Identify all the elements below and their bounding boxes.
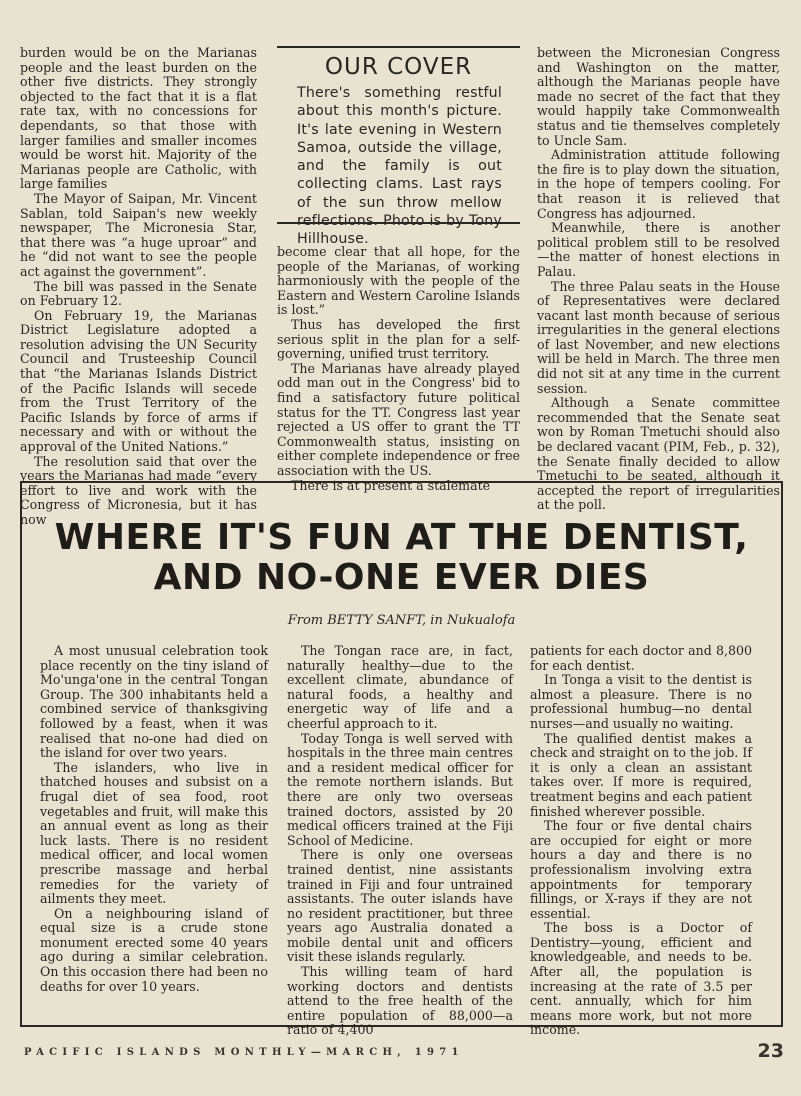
paragraph: The islanders, who live in thatched houses and subsist on a frugal diet of sea food, root vegetables and fruit, will make this an annual event as long as their luck lasts. There is no resident medical officer, and local women prescribe massage and herbal remedies for the variety of ailments they meet. [40,759,268,907]
top-article-column-2 [277,245,520,493]
cover-text: There's something restful about this month's picture. It's late evening in Western Samoa, outside the village, and the family is out collecting clams. Last rays of the sun throw mellow reflections. Photo is by Tony Hillhouse. [297,85,502,248]
paragraph: This willing team of hard working doctors and dentists attend to the free health of the entire population of 88,000—a ratio of 4,400 [287,964,513,1038]
cover-note-box [277,46,520,248]
paragraph: The qualified dentist makes a check and straight on to the job. If it is only a clean an assistant takes over. If more is required, treatment begins and each patient finished wherever possible. [530,730,752,819]
paragraph: The four or five dental chairs are occupied for eight or more hours a day and there is no professionalism involving extra appointments for temporary fillings, or X-rays if they are not essential. [530,818,752,921]
article-byline: From BETTY SANFT, in Nukualofa [287,613,516,628]
article-headline [22,518,781,598]
paragraph: become clear that all hope, for the people of the Marianas, of working harmoniously with the people of the Eastern and Western Caroline Islands is lost.” [277,244,520,318]
headline-line-2: AND NO-ONE EVER DIES [153,557,650,598]
paragraph: The Marianas have already played odd man out in the Congress' bid to find a satisfactory future political status for the TT. Congress last year rejected a US offer to grant the TT Commonwealth status, insisting on either complete independence or free association with the US. [277,360,520,478]
running-footer: PACIFIC ISLANDS MONTHLY—MARCH, 1971 [24,1047,464,1058]
paragraph: The bill was passed in the Senate on February 12. [20,278,257,309]
paragraph: Administration attitude following the fire is to play down the situation, in the hope of tempers cooling. For that reason it is relieved that Congress has adjourned. [537,147,780,221]
paragraph: The boss is a Doctor of Dentistry—young, efficient and knowledgeable, and needs to be. After all, the population is increasing at the rate of 3.5 per cent. annually, which for him means more work, but not more income. [530,920,752,1038]
paragraph: Today Tonga is well served with hospitals in the three main centres and a resident medical officer for the remote northern islands. But there are only two overseas trained doctors, assisted by 20 medical officers trained at the Fiji School of Medicine. [287,730,513,848]
paragraph: There is at present a stalemate [291,477,491,493]
paragraph: Although a Senate committee recommended that the Senate seat won by Roman Tmetuchi should also be declared vacant (PIM, Feb., p. 32), the Senate finally decided to allow Tmetuchi to be seated, although it accepted the report of irregularities at the poll. [537,395,780,513]
paragraph: On February 19, the Marianas District Legislature adopted a resolution advising the UN Security Council and Trusteeship Council that “the Marianas Islands District of the Pacific Islands will secede from the Trust Territory of the Pacific Islands by force of arms if necessary and with or without the approval of the United Nations.” [20,307,257,455]
paragraph: burden would be on the Marianas people and the least burden on the other five districts. They strongly objected to the fact that it is a flat rate tax, with no concessions for dependants, so that those with larger families and smaller incomes would be worst hit. Majority of the Marianas people are Catholic, with large families [20,45,257,192]
feature-column-3 [530,644,752,1038]
page-number: 23 [757,1040,784,1062]
paragraph: There is only one overseas trained dentist, nine assistants trained in Fiji and four untrained assistants. The outer islands have no resident practitioner, but three years ago Australia donated a mobile dental unit and officers visit these islands regularly. [287,847,513,965]
feature-column-2 [287,644,513,1038]
paragraph: A most unusual celebration took place recently on the tiny island of Mo'unga'one in the central Tongan Group. The 300 inhabitants held a combined service of thanksgiving followed by a feast, when it was realised that no-one had died on the island for over two years. [40,643,268,761]
top-article-column-3 [537,46,780,513]
paragraph: On a neighbouring island of equal size is a crude stone monument erected some 40 years ago during a similar celebration. On this occasion there had been no deaths for over 10 years. [40,905,268,994]
paragraph: patients for each doctor and 8,800 for each dentist. [530,643,752,673]
paragraph: Meanwhile, there is another political problem still to be resolved—the matter of honest elections in Palau. [537,220,780,279]
paragraph: between the Micronesian Congress and Washington on the matter, although the Marianas people have made no secret of the fact that they would happily take Commonwealth status and tie themselves completely to Uncle Sam. [537,45,780,148]
paragraph: The Mayor of Saipan, Mr. Vincent Sablan, told Saipan's new weekly newspaper, The Micronesia Star, that there was “a huge uproar” and he “did not want to see the people act against the government”. [20,190,257,279]
paragraph: Thus has developed the first serious split in the plan for a self-governing, unified trust territory. [277,316,520,362]
page-footer [24,1040,784,1064]
cover-title: OUR COVER [324,54,473,80]
feature-column-1 [40,644,268,994]
paragraph: In Tonga a visit to the dentist is almost a pleasure. There is no professional humbug—no dental nurses—and usually no waiting. [530,672,752,731]
paragraph: The three Palau seats in the House of Representatives were declared vacant last month because of serious irregularities in the general elections of last November, and new elections will be held in March. The three men did not sit at any time in the current session. [537,278,780,396]
headline-line-1: WHERE IT'S FUN AT THE DENTIST, [54,517,749,558]
top-article-column-1 [20,46,257,528]
paragraph: The Tongan race are, in fact, naturally healthy—due to the excellent climate, abundance of natural foods, a healthy and energetic way of life and a cheerful approach to it. [287,643,513,731]
paragraph: The resolution said that over the years the Marianas had made “every effort to live and work with the Congress of Micronesia, but it has now [20,453,257,527]
